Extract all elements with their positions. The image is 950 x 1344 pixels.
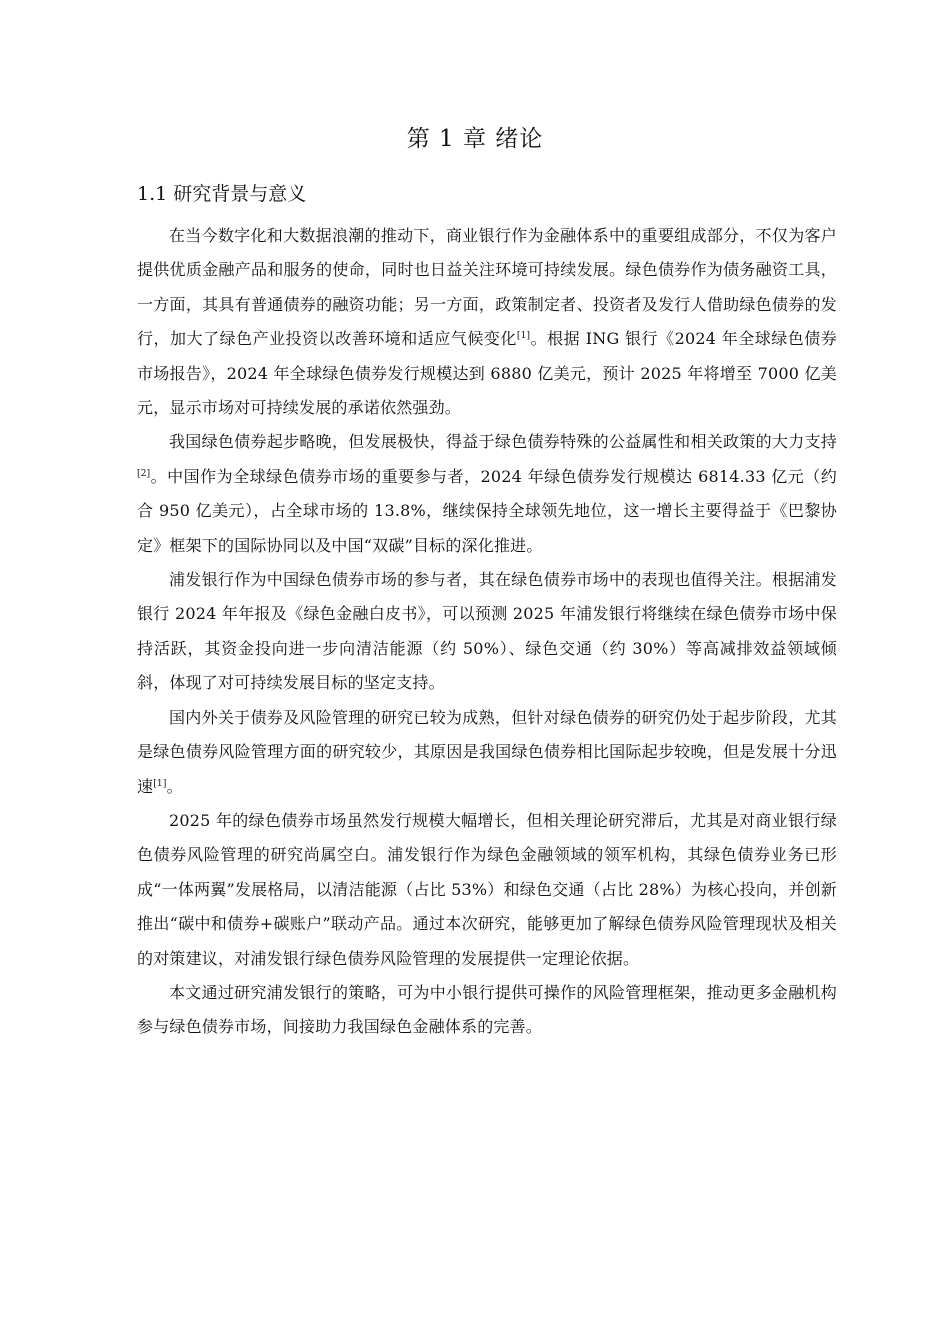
paragraph-5: 2025 年的绿色债券市场虽然发行规模大幅增长，但相关理论研究滞后，尤其是对商业银行绿色债券风险管理的研究尚属空白。浦发银行作为绿色金融领域的领军机构，其绿色债券业务已形成“一体两翼”发展格局，以清洁能源（占比 53%）和绿色交通（占比 28%）为核心投向，并创新推出“碳中和债券+碳账户”联动产品。通过本次研究，能够更加了解绿色债券风险管理现状及相关的对策建议，对浦发银行绿色债券风险管理的发展提供一定理论依据。 [137,810,837,968]
citation-ref: [2] [137,468,151,479]
paragraph-text: 我国绿色债券起步略晚，但发展极快，得益于绿色债券特殊的公益属性和相关政策的大力支持 [169,432,837,452]
paragraph-text: 。 [166,776,183,796]
citation-ref: [1] [153,778,167,789]
paragraph-1 [137,219,837,425]
citation-ref: [1] [516,331,531,342]
paragraph-2 [137,425,837,563]
paragraph-text: 。中国作为全球绿色债券市场的重要参与者，2024 年绿色债券发行规模达 6814.33 亿元（约合 950 亿美元），占全球市场的 13.8%，继续保持全球领先地位，这一增长主要得益于《巴黎协定》框架下的国际协同以及中国“双碳”目标的深化推进。 [137,466,837,555]
paragraph-text: 。根据 ING 银行《2024 年全球绿色债券市场报告》，2024 年全球绿色债券发行规模达到 6880 亿美元，预计 2025 年将增至 7000 亿美元，显示市场对可持续发展的承诺依然强劲。 [137,329,837,418]
paragraph-text: 国内外关于债券及风险管理的研究已较为成熟，但针对绿色债券的研究仍处于起步阶段，尤其是绿色债券风险管理方面的研究较少，其原因是我国绿色债券相比国际起步较晚，但是发展十分迅速 [137,707,837,796]
paragraph-text: 在当今数字化和大数据浪潮的推动下，商业银行作为金融体系中的重要组成部分，不仅为客户提供优质金融产品和服务的使命，同时也日益关注环境可持续发展。绿色债券作为债务融资工具，一方面，其具有普通债券的融资功能；另一方面，政策制定者、投资者及发行人借助绿色债券的发行，加大了绿色产业投资以改善环境和适应气候变化 [137,226,837,349]
section-title: 1.1 研究背景与意义 [137,183,307,205]
paragraph-4 [137,701,837,804]
body-text [137,219,837,1045]
paragraph-3: 浦发银行作为中国绿色债券市场的参与者，其在绿色债券市场中的表现也值得关注。根据浦发银行 2024 年年报及《绿色金融白皮书》，可以预测 2025 年浦发银行将继续在绿色债券市场中保持活跃，其资金投向进一步向清洁能源（约 50%）、绿色交通（约 30%）等高减排效益领域倾斜，体现了对可持续发展目标的坚定支持。 [137,570,837,693]
paragraph-6: 本文通过研究浦发银行的策略，可为中小银行提供可操作的风险管理框架，推动更多金融机构参与绿色债券市场，间接助力我国绿色金融体系的完善。 [137,982,837,1037]
chapter-title: 第 1 章 绪论 [406,126,544,152]
